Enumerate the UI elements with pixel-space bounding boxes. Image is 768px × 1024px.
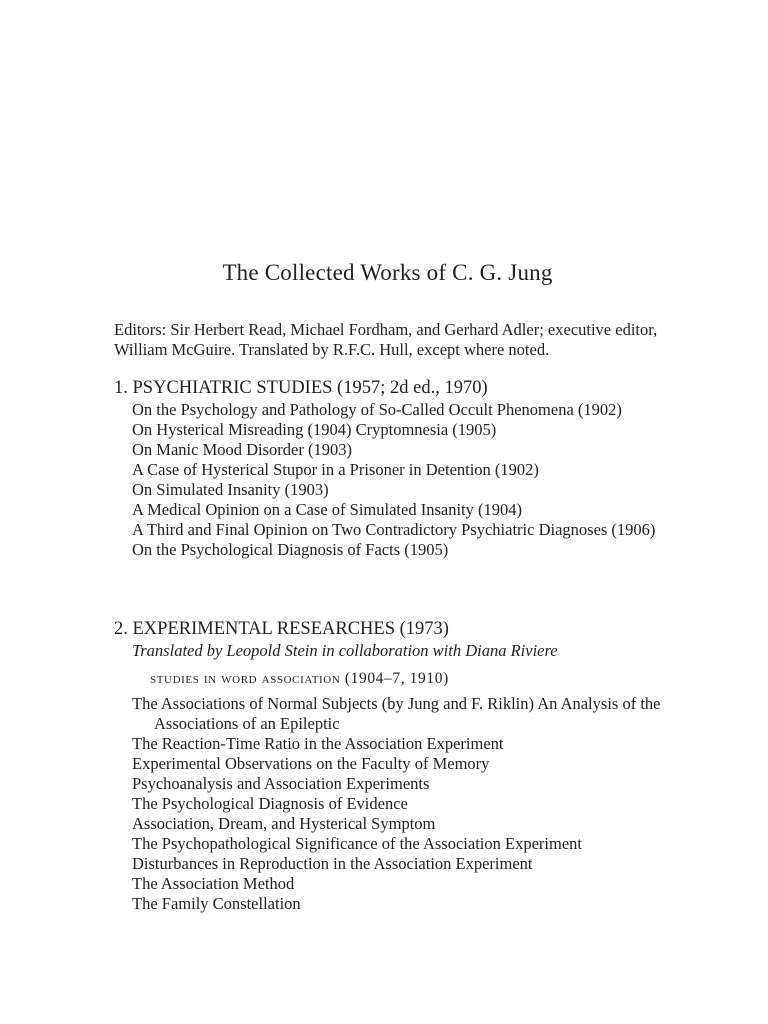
- list-item: The Association Method: [132, 874, 295, 893]
- list-item: Psychoanalysis and Association Experiments: [132, 774, 430, 793]
- list-item: The Family Constellation: [132, 894, 301, 913]
- list-item: On Hysterical Misreading (1904) Cryptomnesia (1905): [132, 420, 497, 439]
- list-item: The Associations of Normal Subjects (by Jung and F. Riklin) An Analysis of the Associations of an Epileptic: [132, 694, 661, 733]
- list-item: A Medical Opinion on a Case of Simulated Insanity (1904): [132, 500, 522, 519]
- list-item: The Psychological Diagnosis of Evidence: [132, 794, 408, 813]
- page-title: The Collected Works of C. G. Jung: [222, 260, 553, 285]
- works-list: [114, 694, 674, 914]
- section-psychiatric-studies: [114, 377, 674, 560]
- section-experimental-researches: [114, 618, 674, 914]
- list-item: Disturbances in Reproduction in the Association Experiment: [132, 854, 533, 873]
- list-item: A Third and Final Opinion on Two Contradictory Psychiatric Diagnoses (1906): [132, 520, 656, 539]
- list-item: A Case of Hysterical Stupor in a Prisoner in Detention (1902): [132, 460, 539, 479]
- list-item: Experimental Observations on the Faculty of Memory: [132, 754, 490, 773]
- list-item: The Psychopathological Significance of the Association Experiment: [132, 834, 582, 853]
- list-item: Association, Dream, and Hysterical Symptom: [132, 814, 436, 833]
- works-list: [114, 400, 674, 560]
- list-item: The Reaction-Time Ratio in the Association Experiment: [132, 734, 504, 753]
- translator-note: Translated by Leopold Stein in collaboration with Diana Riviere: [132, 641, 558, 660]
- section-heading: 2. EXPERIMENTAL RESEARCHES (1973): [114, 619, 449, 639]
- list-item: On Manic Mood Disorder (1903): [132, 440, 352, 459]
- list-item: On the Psychology and Pathology of So-Called Occult Phenomena (1902): [132, 400, 622, 419]
- subsection-heading: studies in word association (1904–7, 1910): [150, 670, 449, 687]
- editors-note: Editors: Sir Herbert Read, Michael Fordham, and Gerhard Adler; executive editor, William McGuire. Translated by R.F.C. Hull, except where noted.: [114, 320, 658, 359]
- list-item: On the Psychological Diagnosis of Facts (1905): [132, 540, 449, 559]
- section-heading: 1. PSYCHIATRIC STUDIES (1957; 2d ed., 1970): [114, 378, 488, 398]
- list-item: On Simulated Insanity (1903): [132, 480, 329, 499]
